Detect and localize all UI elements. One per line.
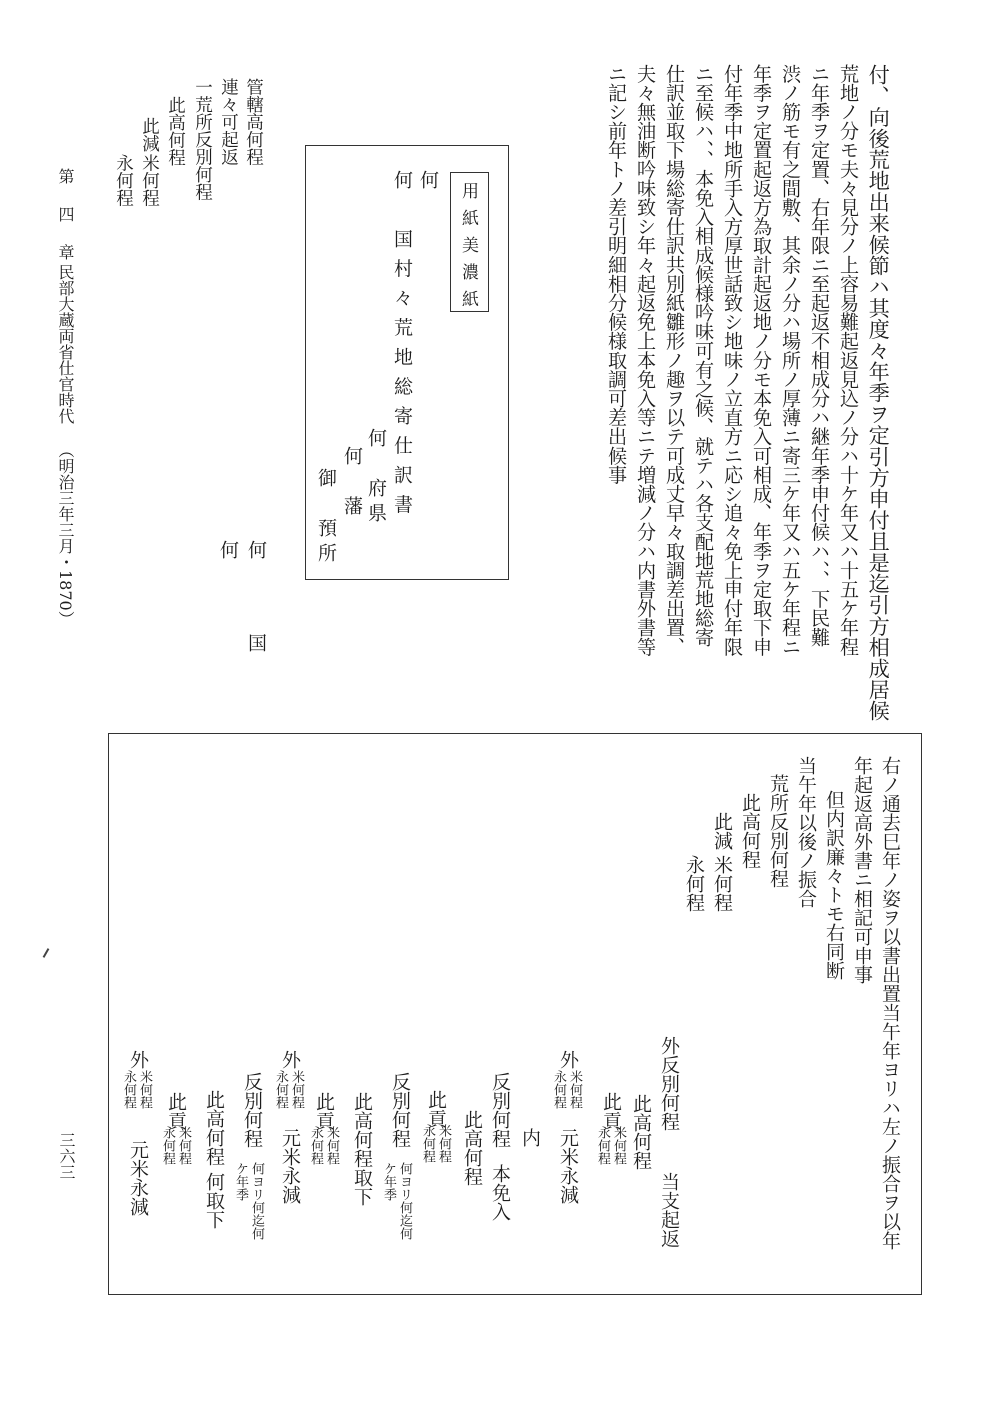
text-column: 付年季中地所手入方厚世話致シ地味ノ立直方ニ応シ追々免上申付年限 <box>721 64 745 657</box>
tribute-rice: 米何程 <box>324 1126 339 1165</box>
reduction-rice: 米何程 <box>711 855 733 912</box>
paper-spec-label: 用紙美濃紙 <box>458 182 478 317</box>
text-column: ニ記シ前年トノ差引明細相分候様取調可差出候事 <box>605 64 629 485</box>
tribute-coin: 永何程 <box>308 1126 323 1165</box>
withdraw-note: 取下 <box>351 1168 373 1206</box>
reduction-note: 元米永減 <box>127 1140 149 1216</box>
form-line-he: 何 <box>417 170 439 189</box>
reduction-note: 元米永減 <box>279 1128 301 1204</box>
extra-rice: 米何程 <box>289 1070 304 1109</box>
tribute-rice: 米何程 <box>436 1124 451 1163</box>
tribute-coin: 永何程 <box>420 1124 435 1163</box>
page-number: 三六三 <box>57 1132 76 1180</box>
form-note-line: 但内訳廉々トモ右同断 <box>823 790 845 980</box>
text-column: 渋ノ筋モ有之間敷、其余ノ分ハ場所ノ厚薄ニ寄三ケ年又ハ五ケ年程ニ <box>779 64 803 657</box>
term-years: ケ年季 <box>381 1162 396 1201</box>
area-amount: 反別何程 <box>241 1072 263 1148</box>
yield-amount: 此高何程 <box>351 1092 373 1168</box>
reduction-label: 此減 <box>711 812 733 850</box>
chapter-heading: 第 四 章 <box>56 168 75 263</box>
text-column: ニ至候ハ、、本免入相成候様吟味可有之候、就テハ各支配地荒地総寄 <box>692 64 716 647</box>
reduction-coin: 永何程 <box>683 855 705 912</box>
village-label: 何 <box>217 540 239 559</box>
text-column: 年季ヲ定置起返方為取計起返地ノ分モ本免入可相成、年季ヲ定取下申 <box>750 64 774 657</box>
extra-coin: 永何程 <box>551 1070 566 1109</box>
running-title: 民部大蔵両省仕官時代 <box>56 264 75 424</box>
full-tax-note: 本免入 <box>489 1164 511 1221</box>
text-column: 付、向後荒地出来候節ハ其度々年季ヲ定引方申付且是迄引方相成居候 <box>866 64 892 722</box>
form-title: 何 国村々荒地総寄仕訳書 <box>391 170 413 524</box>
reduction-rice: 米何程 <box>139 154 160 207</box>
waste-area: 荒所反別何程 <box>767 774 789 888</box>
form-note-line: 当午年以後ノ振合 <box>795 756 817 908</box>
text-column: 荒地ノ分モ夫々見分ノ上容易難起返見込ノ分ハ十ケ年又ハ十五ケ年程 <box>837 64 861 657</box>
withdraw-note: 何取下 <box>203 1172 225 1229</box>
extra-coin: 永何程 <box>273 1070 288 1109</box>
reclaim-note: 当支起返 <box>658 1172 680 1248</box>
tribute-label: 此貢 <box>313 1092 335 1130</box>
waste-area: 一荒所反別何程 <box>192 78 213 201</box>
extra-rice: 米何程 <box>137 1070 152 1109</box>
text-column: 仕訳並取下場総寄仕訳共別紙雛形ノ趣ヲ以テ可成丈早々取調差出置、 <box>663 64 687 657</box>
office-deputy: 御 預所 <box>315 468 337 568</box>
tribute-coin: 永何程 <box>160 1126 175 1165</box>
tribute-rice: 米何程 <box>611 1126 626 1165</box>
yield-amount: 此高何程 <box>739 793 761 869</box>
reclaim-heading: 連々可起返 <box>218 78 239 166</box>
office-prefecture: 何 府県 <box>365 428 387 528</box>
yield-amount: 此高何程 <box>203 1090 225 1166</box>
term-years: ケ年季 <box>233 1162 248 1201</box>
tribute-coin: 永何程 <box>595 1126 610 1165</box>
inner-label: 内 <box>519 1128 541 1147</box>
reduction-coin: 永何程 <box>113 154 134 207</box>
extra-label: 外 <box>279 1050 301 1069</box>
province-label: 何 国 <box>245 540 267 664</box>
area-amount: 反別何程 <box>489 1072 511 1148</box>
yield-amount: 此高何程 <box>165 96 186 166</box>
tribute-label: 此貢 <box>425 1090 447 1128</box>
extra-coin: 永何程 <box>121 1070 136 1109</box>
yield-amount: 此高何程 <box>461 1110 483 1186</box>
extra-rice: 米何程 <box>567 1070 582 1109</box>
reduction-note: 元米永減 <box>557 1128 579 1204</box>
term-range: 何ヨリ何迄何 <box>397 1162 412 1240</box>
extra-label: 外 <box>127 1050 149 1069</box>
reduction-label: 此減 <box>139 117 160 152</box>
office-domain: 何 藩 <box>341 446 363 521</box>
form-note-line: 右ノ通去巳年ノ姿ヲ以書出置当午年ヨリハ左ノ振合ヲ以年 <box>879 756 901 1250</box>
tribute-rice: 米何程 <box>176 1126 191 1165</box>
extra-label: 外 <box>557 1050 579 1069</box>
text-column: ニ年季ヲ定置、右年限ニ至起返不相成分ハ継年季申付候ハ、、下民難 <box>808 64 832 647</box>
area-amount: 反別何程 <box>389 1072 411 1148</box>
yield-amount: 此高何程 <box>630 1094 652 1170</box>
term-range: 何ヨリ何迄何 <box>249 1162 264 1240</box>
jurisdiction-total: 管轄高何程 <box>243 78 264 166</box>
running-era: （明治三年三月・1870） <box>56 442 75 627</box>
tribute-label: 此貢 <box>600 1092 622 1130</box>
tribute-label: 此貢 <box>165 1092 187 1130</box>
text-column: 夫々無油断吟味致シ年々起返免上本免入等ニテ増減ノ分ハ内書外書等 <box>634 64 658 657</box>
stray-mark <box>43 948 50 958</box>
extra-area: 外反別何程 <box>658 1036 680 1131</box>
form-note-line: 年起返高外書ニ相記可申事 <box>851 756 873 984</box>
